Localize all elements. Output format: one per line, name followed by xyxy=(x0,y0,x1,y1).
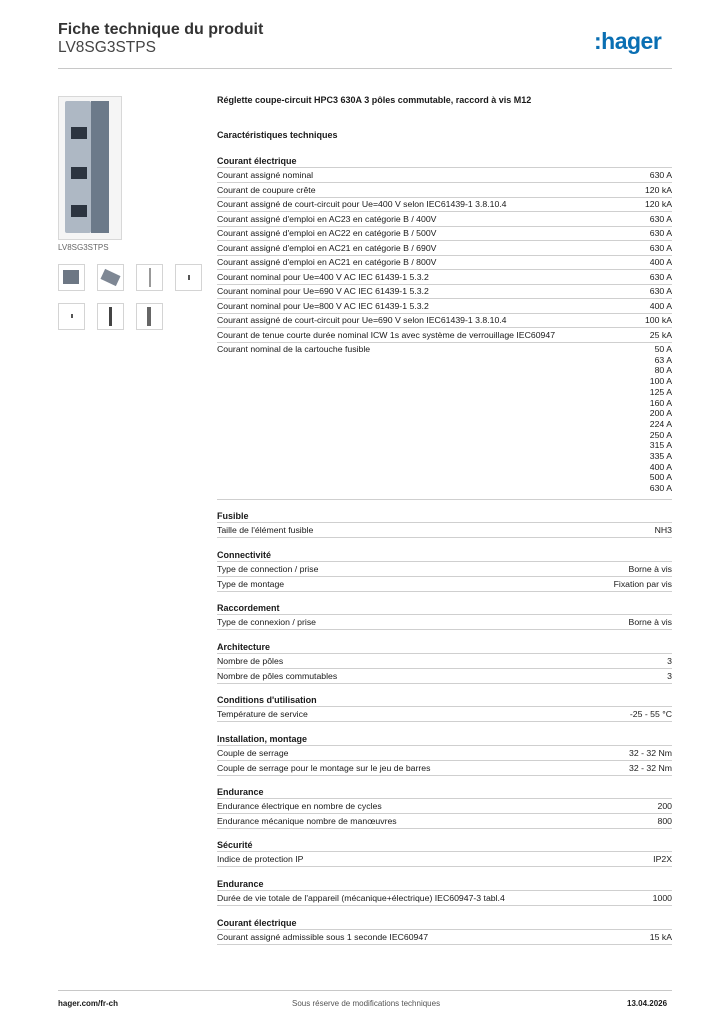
thumbnail[interactable] xyxy=(175,264,202,291)
row-label: Courant assigné de court-circuit pour Ue=690 V selon IEC61439-1 3.8.10.4 xyxy=(217,315,507,325)
product-image xyxy=(58,96,122,240)
footer-divider xyxy=(58,990,672,991)
row-value: 3 xyxy=(667,656,672,666)
row-value: 630 A xyxy=(649,286,672,296)
row-value: 630 A xyxy=(649,170,672,180)
section-title: Connectivité xyxy=(217,550,272,560)
row-value: 400 A xyxy=(649,301,672,311)
section-title: Fusible xyxy=(217,511,249,521)
table-row xyxy=(217,342,672,500)
table-row xyxy=(217,577,672,592)
row-value: 800 xyxy=(657,816,672,826)
row-label: Nombre de pôles xyxy=(217,656,284,666)
row-value: 100 A xyxy=(649,376,672,387)
table-row xyxy=(217,197,672,212)
row-value: 63 A xyxy=(654,354,672,365)
table-row xyxy=(217,168,672,183)
row-value: 630 A xyxy=(649,272,672,282)
section-title: Endurance xyxy=(217,787,264,797)
row-value: 50 A xyxy=(654,344,672,354)
row-value: 630 A xyxy=(649,228,672,238)
thumbnail[interactable] xyxy=(97,303,124,330)
table-row xyxy=(217,313,672,328)
table-row xyxy=(217,183,672,198)
row-value: 200 A xyxy=(649,408,672,419)
row-label: Courant assigné nominal xyxy=(217,170,314,180)
table-row xyxy=(217,212,672,227)
table-row xyxy=(217,891,672,906)
product-image-caption: LV8SG3STPS xyxy=(58,243,109,252)
thumbnail[interactable] xyxy=(58,303,85,330)
row-value: 630 A xyxy=(649,243,672,253)
row-value: 32 - 32 Nm xyxy=(629,748,672,758)
row-value: 15 kA xyxy=(649,932,672,942)
row-label: Endurance électrique en nombre de cycles xyxy=(217,801,382,811)
row-label: Type de connexion / prise xyxy=(217,617,317,627)
row-value: 630 A xyxy=(649,214,672,224)
footer-website-link[interactable]: hager.com/fr-ch xyxy=(58,999,119,1008)
row-value: 500 A xyxy=(649,472,672,483)
row-label: Courant assigné admissible sous 1 seconde IEC60947 xyxy=(217,932,429,942)
table-row xyxy=(217,746,672,761)
table-row xyxy=(217,523,672,538)
table-row xyxy=(217,299,672,314)
row-label: Type de montage xyxy=(217,579,285,589)
row-value: 25 kA xyxy=(649,330,672,340)
thumbnail[interactable] xyxy=(136,264,163,291)
table-row xyxy=(217,761,672,776)
row-value: 160 A xyxy=(649,397,672,408)
section-title: Courant électrique xyxy=(217,156,297,166)
row-value: -25 - 55 °C xyxy=(629,709,672,719)
row-value: 125 A xyxy=(649,386,672,397)
row-value: Borne à vis xyxy=(628,617,672,627)
row-label: Taille de l'élément fusible xyxy=(217,525,314,535)
product-name: Réglette coupe-circuit HPC3 630A 3 pôles commutable, raccord à vis M12 xyxy=(217,95,532,105)
row-value: 200 xyxy=(657,801,672,811)
table-row xyxy=(217,284,672,299)
row-label: Courant nominal pour Ue=800 V AC IEC 61439-1 5.3.2 xyxy=(217,301,429,311)
section-title: Architecture xyxy=(217,642,271,652)
section-title: Installation, montage xyxy=(217,734,308,744)
product-reference: LV8SG3STPS xyxy=(58,39,156,56)
row-label: Température de service xyxy=(217,709,308,719)
logo-text: hager xyxy=(601,28,662,54)
footer-disclaimer: Sous réserve de modifications techniques xyxy=(292,999,441,1008)
table-row xyxy=(217,615,672,630)
thumbnail[interactable] xyxy=(136,303,163,330)
row-label: Courant de tenue courte durée nominal ICW 1s avec système de verrouillage IEC60947 xyxy=(217,330,556,340)
table-row xyxy=(217,814,672,829)
footer-date: 13.04.2026 xyxy=(627,999,668,1008)
table-row xyxy=(217,799,672,814)
table-row xyxy=(217,270,672,285)
table-row xyxy=(217,707,672,722)
row-value: 80 A xyxy=(654,365,672,376)
row-label: Couple de serrage pour le montage sur le jeu de barres xyxy=(217,763,431,773)
table-row xyxy=(217,669,672,684)
table-row xyxy=(217,654,672,669)
row-label: Courant assigné d'emploi en AC21 en catégorie B / 800V xyxy=(217,257,437,267)
row-label: Courant assigné d'emploi en AC22 en catégorie B / 500V xyxy=(217,228,437,238)
table-row xyxy=(217,562,672,577)
header-divider xyxy=(58,68,672,69)
section-title: Raccordement xyxy=(217,603,280,613)
row-value: 100 kA xyxy=(644,315,672,325)
table-row xyxy=(217,852,672,867)
row-value: 3 xyxy=(667,671,672,681)
row-value: 400 A xyxy=(649,461,672,472)
table-row xyxy=(217,255,672,270)
row-value: 224 A xyxy=(649,418,672,429)
row-value: 335 A xyxy=(649,451,672,462)
row-label: Courant de coupure crête xyxy=(217,185,316,195)
hager-logo: :hager xyxy=(594,28,662,54)
table-row xyxy=(217,328,672,343)
table-row xyxy=(217,241,672,256)
row-label: Courant assigné d'emploi en AC23 en catégorie B / 400V xyxy=(217,214,437,224)
row-label: Courant nominal pour Ue=400 V AC IEC 61439-1 5.3.2 xyxy=(217,272,429,282)
row-label: Indice de protection IP xyxy=(217,854,304,864)
row-label: Nombre de pôles commutables xyxy=(217,671,338,681)
fuse-current-values xyxy=(650,344,672,494)
row-label: Couple de serrage xyxy=(217,748,289,758)
row-value: 400 A xyxy=(649,257,672,267)
row-label: Type de connection / prise xyxy=(217,564,319,574)
section-title: Conditions d'utilisation xyxy=(217,695,317,705)
section-title: Courant électrique xyxy=(217,918,297,928)
section-title: Sécurité xyxy=(217,840,253,850)
row-label: Courant assigné de court-circuit pour Ue=400 V selon IEC61439-1 3.8.10.4 xyxy=(217,199,507,209)
row-label: Durée de vie totale de l'appareil (mécanique+électrique) IEC60947-3 tabl.4 xyxy=(217,893,505,903)
section-title: Endurance xyxy=(217,879,264,889)
row-value: 250 A xyxy=(649,429,672,440)
tech-heading: Caractéristiques techniques xyxy=(217,130,338,140)
row-value: IP2X xyxy=(653,854,672,864)
row-label: Endurance mécanique nombre de manœuvres xyxy=(217,816,397,826)
thumbnail[interactable] xyxy=(58,264,85,291)
row-value: Fixation par vis xyxy=(613,579,672,589)
table-row xyxy=(217,226,672,241)
row-value: 315 A xyxy=(649,440,672,451)
document-title: Fiche technique du produit xyxy=(58,21,264,38)
row-value: 120 kA xyxy=(644,185,672,195)
row-value: 630 A xyxy=(649,483,672,494)
row-label: Courant assigné d'emploi en AC21 en catégorie B / 690V xyxy=(217,243,437,253)
row-label: Courant nominal pour Ue=690 V AC IEC 61439-1 5.3.2 xyxy=(217,286,429,296)
row-value: NH3 xyxy=(654,525,672,535)
row-value: 32 - 32 Nm xyxy=(629,763,672,773)
table-row xyxy=(217,930,672,945)
thumbnail[interactable] xyxy=(97,264,124,291)
row-label: Courant nominal de la cartouche fusible xyxy=(217,344,371,354)
row-value: 120 kA xyxy=(644,199,672,209)
row-value: Borne à vis xyxy=(628,564,672,574)
row-value: 1000 xyxy=(652,893,672,903)
